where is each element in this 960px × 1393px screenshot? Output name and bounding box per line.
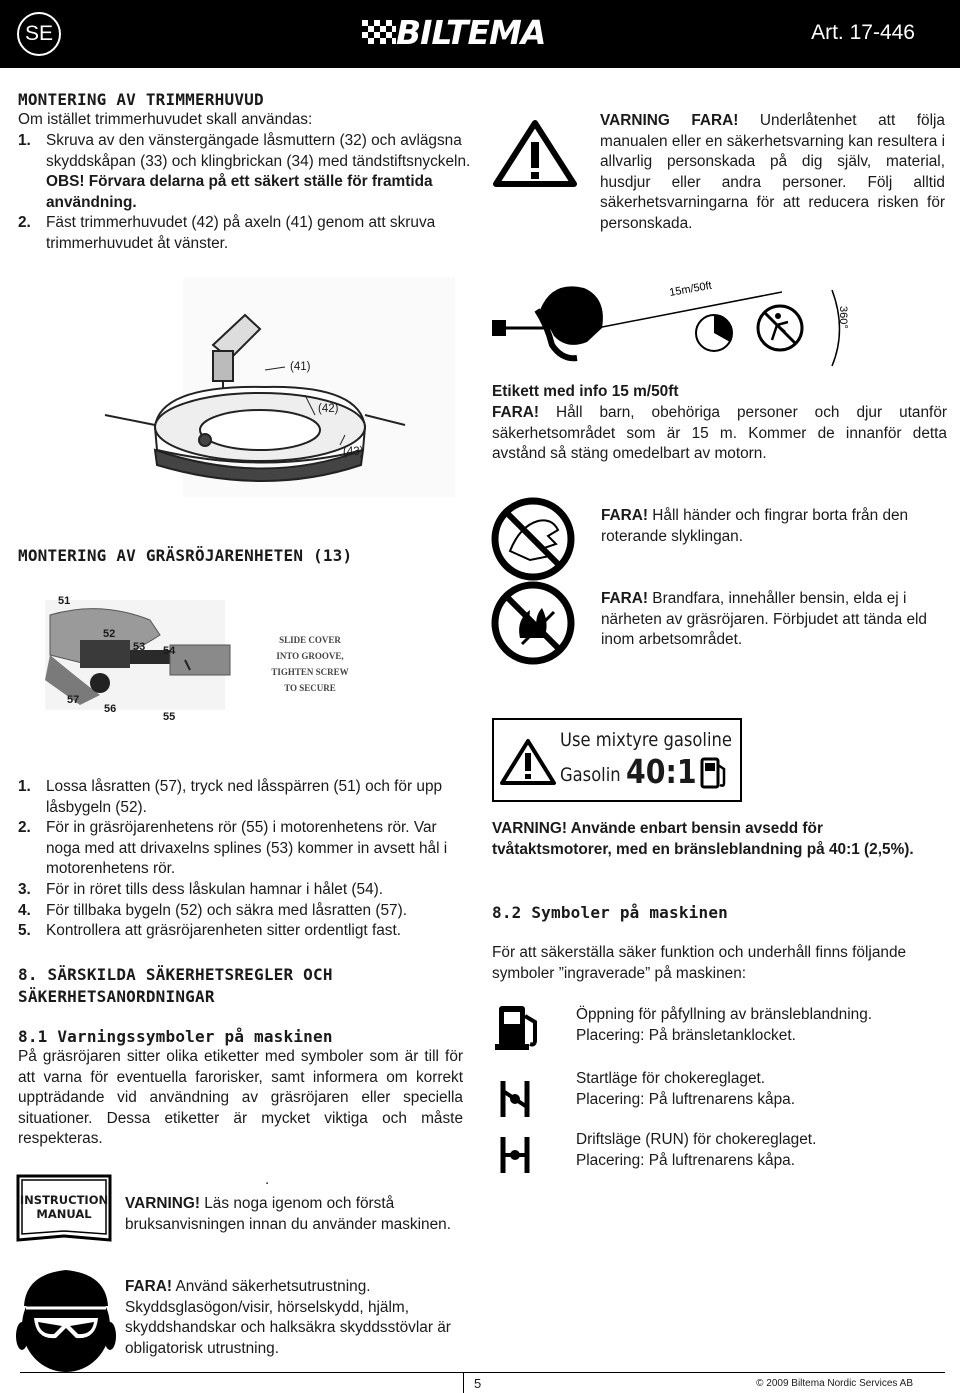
article-number: Art. 17-446 xyxy=(811,21,915,44)
section82-title: 8.2 Symboler på maskinen xyxy=(492,903,728,922)
photo-label: 52 xyxy=(103,628,116,640)
choke-run-icon xyxy=(495,1133,535,1177)
safety-equipment-icon xyxy=(16,1256,116,1374)
section8-title: 8. SÄRSKILDA SÄKERHETSREGLER OCH SÄKERHETSANORDNINGAR xyxy=(18,965,333,1006)
symbol-fuel-text: Öppning för påfyllning av bränsleblandning. Placering: På bränsletanklocket. xyxy=(576,1006,873,1044)
section82-intro: För att säkerställa säker funktion och underhåll finns följande symboler ”ingraverade” på maskinen: xyxy=(492,944,907,982)
mount-unit-title: MONTERING AV GRÄSRÖJARENHETEN (13) xyxy=(18,546,353,565)
no-fire-icon xyxy=(490,580,576,666)
section81-text: På gräsröjaren sitter olika etiketter med symboler som är till för att varna för eventuella farorisker, samt informera om korrekt uppträdande vid användning av gräsröjaren eller speciella situationer. Dessa etiketter är mycket viktiga och måste respekteras. xyxy=(18,1048,463,1148)
warning-triangle-icon xyxy=(492,118,578,188)
manual-warning-text: VARNING! Läs noga igenom och förstå bruksanvisningen innan du använder maskinen. xyxy=(125,1195,451,1233)
photo-label: 56 xyxy=(104,703,117,715)
list-item: 2. För in gräsröjarenhetens rör (55) i motorenhetens rör. Var noga med att drivaxelns splines (53) kommer in avsett hål i motorenhetens rör. xyxy=(18,819,448,878)
brand-logo: BILTEMA xyxy=(396,13,546,52)
fuel-label-line1: Use mixtyre gasoline xyxy=(560,729,732,751)
fuel-pump-icon xyxy=(493,1000,547,1054)
fuel-warning-text: VARNING! Använde enbart bensin avsedd för tvåtaktsmotorer, med en bränsleblandning på 40:1 (2,5%). xyxy=(492,820,914,858)
section81-title: 8.1 Varningssymboler på maskinen xyxy=(18,1027,333,1046)
mount-head-title: MONTERING AV TRIMMERHUVUD xyxy=(18,90,264,109)
figure-label: (41) xyxy=(290,361,311,373)
distance-warning-graphic xyxy=(492,270,862,370)
mount-unit-steps xyxy=(18,777,463,942)
distance-label-title: Etikett med info 15 m/50ft xyxy=(492,383,679,400)
mount-head-steps xyxy=(18,131,478,255)
fuel-warning-triangle-icon xyxy=(500,738,556,786)
fire-warning-text: FARA! Brandfara, innehåller bensin, elda ej i närheten av gräsröjaren. Förbjudet att tända eld inom arbetsområdet. xyxy=(601,590,927,649)
warning-fara-text: VARNING FARA! Underlåtenhet att följa manualen eller en säkerhetsvarning kan resultera i allvarlig personskada på dig själv, material, husdjur eller andra personer. Följ alltid säkerhetsvarningarna för att reducera risken för personskada. xyxy=(600,112,945,232)
photo-label: 53 xyxy=(133,641,146,653)
no-hands-icon xyxy=(490,496,576,582)
footer-rule xyxy=(20,1372,945,1373)
photo-label: 51 xyxy=(58,595,71,607)
mount-head-intro: Om istället trimmerhuvudet skall användas: xyxy=(18,111,313,128)
list-item: 3. För in röret tills dess låskulan hamnar i hålet (54). xyxy=(18,880,384,898)
language-badge: SE xyxy=(17,12,61,56)
fuel-pump-small-icon xyxy=(700,755,730,791)
ppe-warning-text: FARA! Använd säkerhetsutrustning. Skyddsglasögon/visir, hörselskydd, hjälm, skyddshandskar och halksäkra skyddsstövlar är obligatorisk utrustning. xyxy=(125,1278,451,1357)
list-item: 1. Skruva av den vänstergängade låsmuttern (32) och avlägsna skyddskåpan (33) och klingbrickan (34) med tändstiftsnyckeln. OBS! Förvara delarna på ett säkert ställe för framtida användning. xyxy=(18,132,471,211)
copyright: © 2009 Biltema Nordic Services AB xyxy=(756,1378,913,1389)
list-item: 4. För tillbaka bygeln (52) och säkra med låsratten (57). xyxy=(18,901,407,919)
fuel-ratio: 40:1 xyxy=(626,752,697,791)
distance-value: 15m/50ft xyxy=(668,279,713,299)
photo-label: 54 xyxy=(163,645,176,657)
manual-icon-text: INSTRUCTION MANUAL xyxy=(19,1193,109,1221)
photo-caption: SLIDE COVER INTO GROOVE, TIGHTEN SCREW TO SECURE xyxy=(271,635,349,693)
figure-label: (43) xyxy=(343,446,364,458)
angle-value: 360° xyxy=(837,306,849,329)
figure-label: (42) xyxy=(318,403,339,415)
photo-label: 57 xyxy=(67,694,80,706)
hand-warning-text: FARA! Håll händer och fingrar borta från den roterande slyklingan. xyxy=(601,507,909,545)
fuel-label-line2: Gasolin xyxy=(560,764,621,786)
page-number: 5 xyxy=(474,1376,482,1391)
checker-logo-icon xyxy=(362,20,396,46)
symbol-choke-run-text: Driftsläge (RUN) för chokereglaget. Placering: På luftrenarens kåpa. xyxy=(576,1131,817,1169)
distance-label-text: FARA! Håll barn, obehöriga personer och djur utanför säkerhetsområdet som är 15 m. Kommer de innanför detta avstånd så stäng omedelbart av motorn. xyxy=(492,404,947,463)
symbol-choke-start-text: Startläge för chokereglaget. Placering: På luftrenarens kåpa. xyxy=(576,1070,796,1108)
photo-label: 55 xyxy=(163,711,176,723)
list-item: 5. Kontrollera att gräsröjarenheten sitter ordentligt fast. xyxy=(18,922,402,940)
list-item: 2. Fäst trimmerhuvudet (42) på axeln (41) genom att skruva trimmerhuvudet åt vänster. xyxy=(18,214,436,252)
footer-page-divider xyxy=(463,1372,464,1393)
list-item: 1. Lossa låsratten (57), tryck ned låsspärren (51) och för upp låsbygeln (52). xyxy=(18,778,443,816)
trimmer-head-figure xyxy=(95,275,465,500)
choke-start-icon xyxy=(495,1077,535,1121)
manual-dot: . xyxy=(265,1171,270,1188)
